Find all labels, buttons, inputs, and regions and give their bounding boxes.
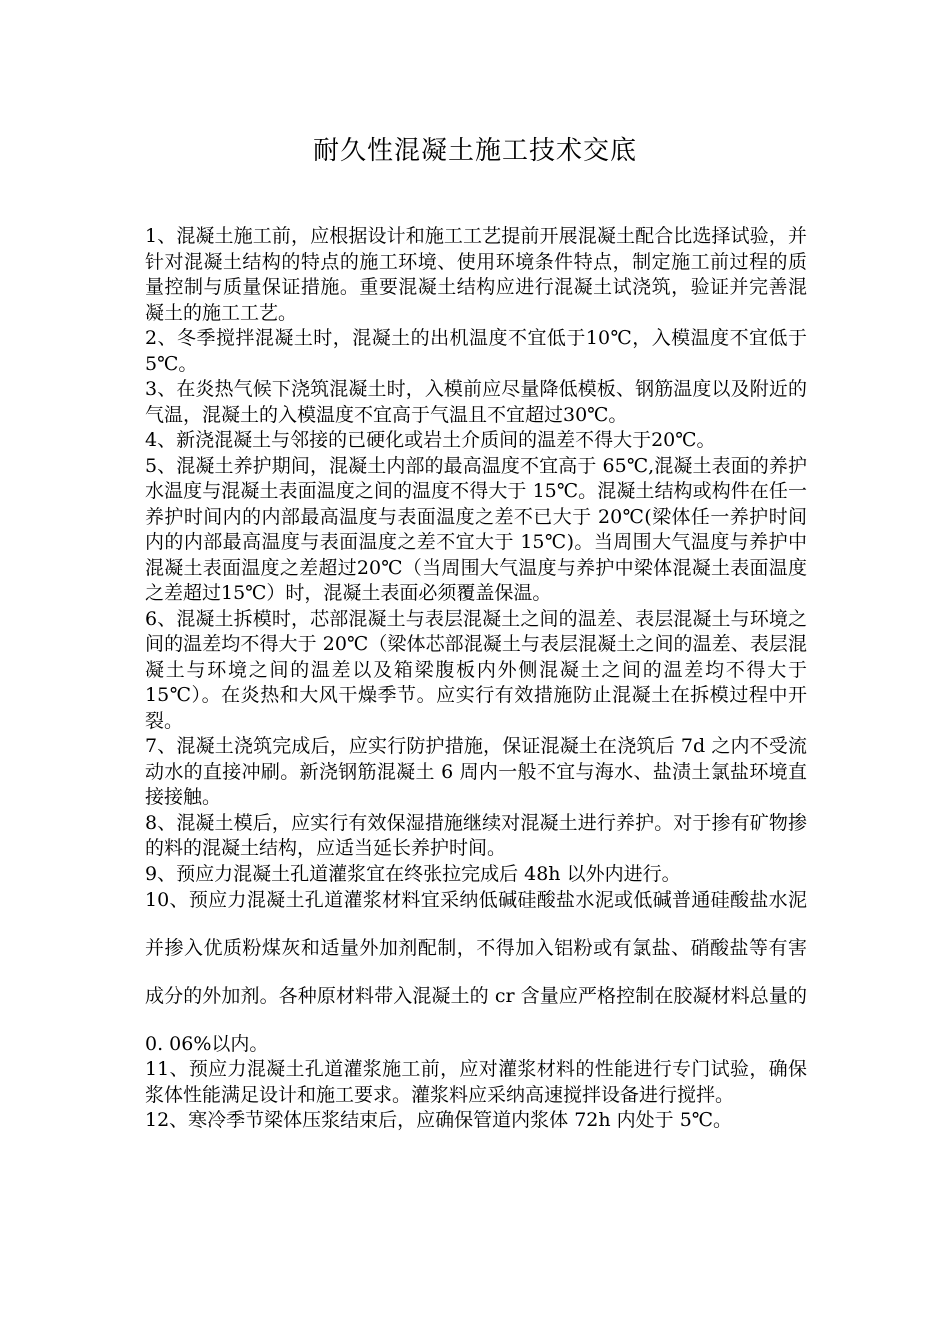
paragraph-12: 12、寒冷季节梁体压浆结束后，应确保管道内浆体 72h 内处于 5℃。 <box>145 1109 733 1131</box>
paragraph-3: 3、在炎热气候下浇筑混凝土时，入模前应尽量降低模板、钢筋温度以及附近的气温，混凝土的入模温度不宜高于气温且不宜超过30℃。 <box>145 378 807 426</box>
paragraph-10: 10、预应力混凝土孔道灌浆材料宜采纳低碱硅酸盐水泥或低碱普通硅酸盐水泥并掺入优质粉煤灰和适量外加剂配制，不得加入铝粉或有氯盐、硝酸盐等有害成分的外加剂。各种原材料带入混凝土的 cr 含量应严格控制在胶凝材料总量的 0. 06%以内。 <box>145 889 807 1055</box>
paragraph-9: 9、预应力混凝土孔道灌浆宜在终张拉完成后 48h 以外内进行。 <box>145 862 681 885</box>
paragraph-8: 8、混凝土模后，应实行有效保湿措施继续对混凝土进行养护。对于掺有矿物掺的料的混凝土结构，应适当延长养护时间。 <box>145 811 807 859</box>
paragraph-7: 7、混凝土浇筑完成后，应实行防护措施，保证混凝土在浇筑后 7d 之内不受流动水的直接冲刷。新浇钢筋混凝土 6 周内一般不宜与海水、盐渍土氯盐环境直接接触。 <box>145 735 807 808</box>
paragraph-2: 2、冬季搅拌混凝土时，混凝土的出机温度不宜低于10℃，入模温度不宜低于5℃。 <box>145 327 807 375</box>
document-body <box>145 224 807 1134</box>
paragraph-1: 1、混凝土施工前，应根据设计和施工工艺提前开展混凝土配合比选择试验，并针对混凝土结构的特点的施工环境、使用环境条件特点，制定施工前过程的质量控制与质量保证措施。重要混凝土结构应进行混凝土试浇筑，验证并完善混凝土的施工工艺。 <box>145 225 807 324</box>
paragraph-6: 6、混凝土拆模时，芯部混凝土与表层混凝土之间的温差、表层混凝土与环境之间的温差均不得大于 20℃（梁体芯部混凝土与表层混凝土之间的温差、表层混凝土与环境之间的温差以及箱梁腹板内外侧混凝土之间的温差均不得大于 15℃）。在炎热和大风干燥季节。应实行有效措施防止混凝土在拆模过程中开裂。 <box>145 607 807 732</box>
paragraph-4: 4、新浇混凝土与邻接的已硬化或岩土介质间的温差不得大于20℃。 <box>145 429 716 451</box>
document-title: 耐久性混凝土施工技术交底 <box>312 136 637 166</box>
paragraph-11: 11、预应力混凝土孔道灌浆施工前，应对灌浆材料的性能进行专门试验，确保浆体性能满足设计和施工要求。灌浆料应采纳高速搅拌设备进行搅拌。 <box>145 1058 807 1106</box>
paragraph-5: 5、混凝土养护期间，混凝土内部的最高温度不宜高于 65℃,混凝土表面的养护水温度与混凝土表面温度之间的温度不得大于 15℃。混凝土结构或构件在任一养护时间内的内部最高温度与表面温度之差不已大于 20℃(梁体任一养护时间内的内部最高温度与表面温度之差不宜大于 15℃)。当周围大气温度与养护中混凝土表面温度之差超过20℃（当周围大气温度与养护中梁体混凝土表面温度之差超过15℃）时，混凝土表面必须覆盖保温。 <box>145 454 807 604</box>
